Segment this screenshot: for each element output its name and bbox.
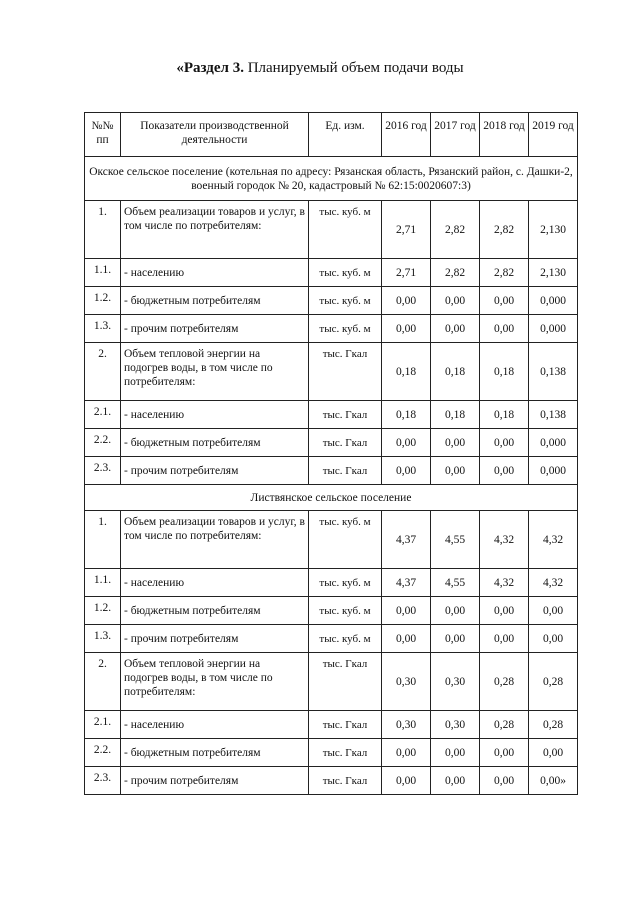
row-number: 1.3. [85, 315, 121, 343]
row-unit: тыс. куб. м [309, 315, 382, 343]
row-indicator: - населению [121, 401, 309, 429]
table-header-row [85, 113, 578, 157]
row-unit: тыс. Гкал [309, 767, 382, 795]
table-row [85, 653, 578, 711]
row-unit: тыс. Гкал [309, 401, 382, 429]
row-value-2019: 0,000 [529, 287, 578, 315]
row-value-2016: 0,00 [382, 457, 431, 485]
header-2019: 2019 год [529, 113, 578, 157]
row-value-2018: 0,00 [480, 739, 529, 767]
row-value-2018: 4,32 [480, 511, 529, 569]
row-number: 1. [85, 511, 121, 569]
table-row [85, 597, 578, 625]
table-row [85, 767, 578, 795]
title-prefix: «Раздел 3. [176, 60, 244, 76]
title-text: Планируемый объем подачи воды [243, 60, 464, 76]
row-value-2017: 0,30 [431, 653, 480, 711]
row-value-2017: 0,00 [431, 287, 480, 315]
row-value-2017: 0,18 [431, 343, 480, 401]
table-row [85, 625, 578, 653]
row-unit: тыс. Гкал [309, 653, 382, 711]
row-number: 1.3. [85, 625, 121, 653]
row-value-2018: 4,32 [480, 569, 529, 597]
row-value-2019: 4,32 [529, 569, 578, 597]
row-value-2016: 0,00 [382, 287, 431, 315]
row-value-2017: 0,00 [431, 457, 480, 485]
table-row [85, 287, 578, 315]
row-value-2016: 0,00 [382, 315, 431, 343]
row-indicator: - прочим потребителям [121, 767, 309, 795]
table-row [85, 259, 578, 287]
row-indicator: - прочим потребителям [121, 315, 309, 343]
header-2016: 2016 год [382, 113, 431, 157]
row-value-2018: 0,18 [480, 343, 529, 401]
table-row [85, 739, 578, 767]
section-title: Листвянское сельское поселение [85, 485, 578, 511]
row-value-2017: 0,00 [431, 767, 480, 795]
row-value-2019: 0,000 [529, 429, 578, 457]
row-indicator: - прочим потребителям [121, 457, 309, 485]
row-indicator: - бюджетным потребителям [121, 287, 309, 315]
table-body [85, 157, 578, 795]
row-number: 1.2. [85, 597, 121, 625]
header-number: №№ пп [85, 113, 121, 157]
row-value-2018: 0,00 [480, 767, 529, 795]
row-value-2018: 0,00 [480, 597, 529, 625]
row-indicator: - населению [121, 259, 309, 287]
row-value-2016: 0,00 [382, 739, 431, 767]
row-unit: тыс. Гкал [309, 711, 382, 739]
section-title: Окское сельское поселение (котельная по адресу: Рязанская область, Рязанский район, с. Дашки-2, военный городок № 20, кадастровый № 62:15:0020607:3) [85, 157, 578, 201]
row-value-2018: 0,00 [480, 315, 529, 343]
row-number: 1.2. [85, 287, 121, 315]
row-unit: тыс. Гкал [309, 429, 382, 457]
table-row [85, 201, 578, 259]
row-unit: тыс. куб. м [309, 569, 382, 597]
row-unit: тыс. куб. м [309, 287, 382, 315]
table-row [85, 711, 578, 739]
row-value-2019: 0,00 [529, 625, 578, 653]
row-number: 1. [85, 201, 121, 259]
row-unit: тыс. Гкал [309, 343, 382, 401]
table-row [85, 315, 578, 343]
row-value-2019: 0,138 [529, 343, 578, 401]
row-value-2017: 4,55 [431, 569, 480, 597]
header-2017: 2017 год [431, 113, 480, 157]
table-row [85, 569, 578, 597]
row-indicator: - прочим потребителям [121, 625, 309, 653]
row-value-2018: 0,28 [480, 653, 529, 711]
row-indicator: - населению [121, 569, 309, 597]
row-indicator: Объем тепловой энергии на подогрев воды, в том числе по потребителям: [121, 653, 309, 711]
section-header-row [85, 485, 578, 511]
row-value-2017: 4,55 [431, 511, 480, 569]
row-number: 2.1. [85, 711, 121, 739]
row-value-2018: 2,82 [480, 259, 529, 287]
table-row [85, 511, 578, 569]
row-indicator: - бюджетным потребителям [121, 739, 309, 767]
row-value-2019: 0,00 [529, 739, 578, 767]
row-value-2018: 2,82 [480, 201, 529, 259]
row-value-2019: 0,138 [529, 401, 578, 429]
row-unit: тыс. Гкал [309, 739, 382, 767]
header-indicator: Показатели производственной деятельности [121, 113, 309, 157]
row-value-2016: 0,18 [382, 343, 431, 401]
row-unit: тыс. куб. м [309, 511, 382, 569]
row-unit: тыс. куб. м [309, 625, 382, 653]
row-value-2017: 2,82 [431, 201, 480, 259]
row-indicator: Объем реализации товаров и услуг, в том числе по потребителям: [121, 201, 309, 259]
row-value-2016: 0,18 [382, 401, 431, 429]
row-number: 2.2. [85, 739, 121, 767]
row-value-2018: 0,00 [480, 625, 529, 653]
row-value-2017: 0,00 [431, 739, 480, 767]
row-value-2019: 0,000 [529, 315, 578, 343]
row-value-2019: 2,130 [529, 259, 578, 287]
row-indicator: - бюджетным потребителям [121, 597, 309, 625]
row-value-2019: 0,000 [529, 457, 578, 485]
row-number: 2.2. [85, 429, 121, 457]
table-row [85, 429, 578, 457]
row-value-2016: 0,00 [382, 429, 431, 457]
row-value-2016: 2,71 [382, 259, 431, 287]
page-title [0, 60, 640, 77]
row-value-2016: 4,37 [382, 569, 431, 597]
row-value-2017: 0,00 [431, 625, 480, 653]
row-value-2018: 0,28 [480, 711, 529, 739]
row-value-2017: 0,30 [431, 711, 480, 739]
row-number: 2. [85, 653, 121, 711]
table-row [85, 401, 578, 429]
water-supply-table [84, 112, 578, 795]
row-unit: тыс. Гкал [309, 457, 382, 485]
row-number: 2.1. [85, 401, 121, 429]
row-number: 2.3. [85, 767, 121, 795]
row-value-2018: 0,00 [480, 429, 529, 457]
row-value-2016: 0,30 [382, 653, 431, 711]
row-value-2016: 4,37 [382, 511, 431, 569]
row-value-2019: 0,28 [529, 653, 578, 711]
row-indicator: - бюджетным потребителям [121, 429, 309, 457]
row-value-2019: 0,00 [529, 597, 578, 625]
row-value-2017: 0,18 [431, 401, 480, 429]
row-value-2016: 0,30 [382, 711, 431, 739]
row-value-2019: 2,130 [529, 201, 578, 259]
row-value-2018: 0,00 [480, 457, 529, 485]
row-value-2018: 0,18 [480, 401, 529, 429]
table-row [85, 343, 578, 401]
row-value-2017: 0,00 [431, 315, 480, 343]
row-value-2016: 0,00 [382, 625, 431, 653]
row-unit: тыс. куб. м [309, 259, 382, 287]
row-value-2017: 2,82 [431, 259, 480, 287]
header-unit: Ед. изм. [309, 113, 382, 157]
row-value-2019: 0,28 [529, 711, 578, 739]
row-number: 2.3. [85, 457, 121, 485]
row-value-2016: 0,00 [382, 767, 431, 795]
row-indicator: - населению [121, 711, 309, 739]
row-number: 1.1. [85, 569, 121, 597]
row-value-2016: 2,71 [382, 201, 431, 259]
table-row [85, 457, 578, 485]
row-value-2019: 0,00» [529, 767, 578, 795]
row-value-2017: 0,00 [431, 429, 480, 457]
row-number: 1.1. [85, 259, 121, 287]
row-value-2016: 0,00 [382, 597, 431, 625]
row-unit: тыс. куб. м [309, 597, 382, 625]
row-indicator: Объем тепловой энергии на подогрев воды, в том числе по потребителям: [121, 343, 309, 401]
section-header-row [85, 157, 578, 201]
row-value-2019: 4,32 [529, 511, 578, 569]
row-value-2017: 0,00 [431, 597, 480, 625]
row-indicator: Объем реализации товаров и услуг, в том числе по потребителям: [121, 511, 309, 569]
row-value-2018: 0,00 [480, 287, 529, 315]
row-unit: тыс. куб. м [309, 201, 382, 259]
header-2018: 2018 год [480, 113, 529, 157]
row-number: 2. [85, 343, 121, 401]
